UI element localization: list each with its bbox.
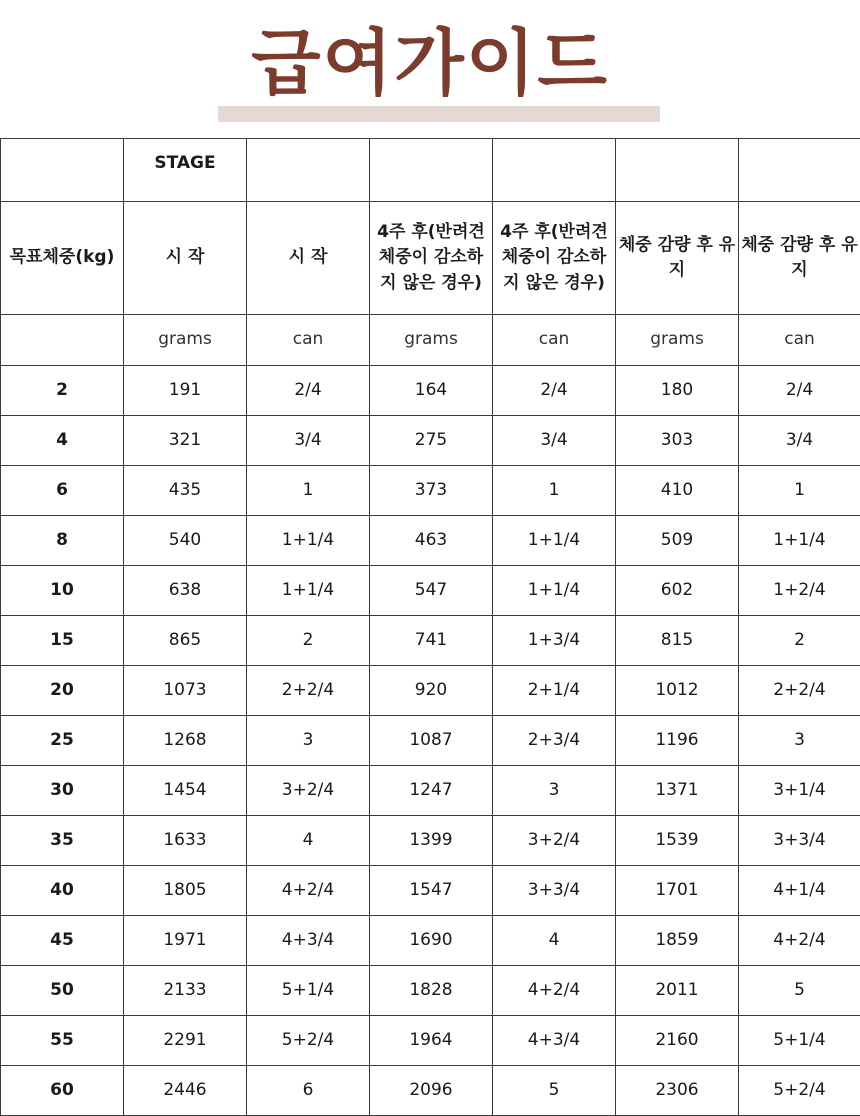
value-cell: 2 xyxy=(247,616,370,666)
unit-row xyxy=(1,315,860,366)
unit-cell xyxy=(1,315,124,366)
weight-cell: 6 xyxy=(1,466,124,516)
value-cell: 1539 xyxy=(616,816,739,866)
table-row xyxy=(1,516,860,566)
value-cell: 321 xyxy=(124,416,247,466)
value-cell: 1073 xyxy=(124,666,247,716)
value-cell: 5+1/4 xyxy=(247,966,370,1016)
value-cell: 2/4 xyxy=(493,366,616,416)
value-cell: 1399 xyxy=(370,816,493,866)
value-cell: 5+2/4 xyxy=(247,1016,370,1066)
value-cell: 1964 xyxy=(370,1016,493,1066)
value-cell: 1+1/4 xyxy=(493,516,616,566)
value-cell: 4 xyxy=(493,916,616,966)
value-cell: 191 xyxy=(124,366,247,416)
value-cell: 164 xyxy=(370,366,493,416)
value-cell: 3+1/4 xyxy=(739,766,860,816)
value-cell: 540 xyxy=(124,516,247,566)
value-cell: 303 xyxy=(616,416,739,466)
header-cell xyxy=(616,139,739,202)
value-cell: 2446 xyxy=(124,1066,247,1116)
value-cell: 865 xyxy=(124,616,247,666)
value-cell: 1701 xyxy=(616,866,739,916)
weight-cell: 20 xyxy=(1,666,124,716)
weight-cell: 25 xyxy=(1,716,124,766)
value-cell: 4+2/4 xyxy=(493,966,616,1016)
value-cell: 2+2/4 xyxy=(739,666,860,716)
value-cell: 1805 xyxy=(124,866,247,916)
value-cell: 741 xyxy=(370,616,493,666)
unit-cell: can xyxy=(493,315,616,366)
table-row xyxy=(1,766,860,816)
value-cell: 435 xyxy=(124,466,247,516)
value-cell: 1633 xyxy=(124,816,247,866)
value-cell: 1454 xyxy=(124,766,247,816)
value-cell: 2/4 xyxy=(739,366,860,416)
value-cell: 1828 xyxy=(370,966,493,1016)
value-cell: 2133 xyxy=(124,966,247,1016)
header-cell xyxy=(370,139,493,202)
value-cell: 2 xyxy=(739,616,860,666)
value-cell: 3/4 xyxy=(493,416,616,466)
value-cell: 3 xyxy=(739,716,860,766)
value-cell: 1196 xyxy=(616,716,739,766)
weight-cell: 8 xyxy=(1,516,124,566)
stage-label: STAGE xyxy=(124,139,247,202)
weight-cell: 40 xyxy=(1,866,124,916)
value-cell: 1 xyxy=(493,466,616,516)
table-row xyxy=(1,466,860,516)
value-cell: 547 xyxy=(370,566,493,616)
value-cell: 815 xyxy=(616,616,739,666)
header-cell xyxy=(739,139,860,202)
value-cell: 6 xyxy=(247,1066,370,1116)
weight-cell: 30 xyxy=(1,766,124,816)
column-header-row xyxy=(1,202,860,315)
value-cell: 463 xyxy=(370,516,493,566)
target-weight-header: 목표체중(kg) xyxy=(1,202,124,315)
value-cell: 1 xyxy=(247,466,370,516)
table-row xyxy=(1,866,860,916)
value-cell: 1+1/4 xyxy=(739,516,860,566)
maintenance-can-header: 체중 감량 후 유지 xyxy=(739,202,860,315)
weight-cell: 10 xyxy=(1,566,124,616)
value-cell: 1+2/4 xyxy=(739,566,860,616)
value-cell: 373 xyxy=(370,466,493,516)
value-cell: 4+3/4 xyxy=(493,1016,616,1066)
start-grams-header: 시 작 xyxy=(124,202,247,315)
header-cell xyxy=(1,139,124,202)
unit-cell: can xyxy=(247,315,370,366)
value-cell: 4+2/4 xyxy=(739,916,860,966)
unit-cell: grams xyxy=(370,315,493,366)
value-cell: 2/4 xyxy=(247,366,370,416)
value-cell: 5+2/4 xyxy=(739,1066,860,1116)
table-row xyxy=(1,1066,860,1116)
value-cell: 3/4 xyxy=(247,416,370,466)
value-cell: 2+3/4 xyxy=(493,716,616,766)
page-title: 급여가이드 xyxy=(0,18,860,108)
value-cell: 638 xyxy=(124,566,247,616)
stage-header-row xyxy=(1,139,860,202)
value-cell: 3+2/4 xyxy=(247,766,370,816)
value-cell: 2+1/4 xyxy=(493,666,616,716)
value-cell: 1+1/4 xyxy=(247,566,370,616)
value-cell: 410 xyxy=(616,466,739,516)
value-cell: 4+2/4 xyxy=(247,866,370,916)
value-cell: 1+1/4 xyxy=(247,516,370,566)
value-cell: 3+3/4 xyxy=(739,816,860,866)
table-row xyxy=(1,716,860,766)
value-cell: 2306 xyxy=(616,1066,739,1116)
header-cell xyxy=(493,139,616,202)
start-can-header: 시 작 xyxy=(247,202,370,315)
weight-cell: 50 xyxy=(1,966,124,1016)
value-cell: 1087 xyxy=(370,716,493,766)
weight-cell: 60 xyxy=(1,1066,124,1116)
value-cell: 2+2/4 xyxy=(247,666,370,716)
table-row xyxy=(1,916,860,966)
table-row xyxy=(1,966,860,1016)
value-cell: 1371 xyxy=(616,766,739,816)
table-row xyxy=(1,616,860,666)
value-cell: 2291 xyxy=(124,1016,247,1066)
value-cell: 1268 xyxy=(124,716,247,766)
value-cell: 3/4 xyxy=(739,416,860,466)
value-cell: 1971 xyxy=(124,916,247,966)
after-4weeks-grams-header: 4주 후(반려견 체중이 감소하지 않은 경우) xyxy=(370,202,493,315)
title-underline xyxy=(218,106,660,122)
unit-cell: can xyxy=(739,315,860,366)
table-row xyxy=(1,1016,860,1066)
table-row xyxy=(1,666,860,716)
unit-cell: grams xyxy=(124,315,247,366)
value-cell: 1247 xyxy=(370,766,493,816)
value-cell: 275 xyxy=(370,416,493,466)
value-cell: 2096 xyxy=(370,1066,493,1116)
value-cell: 5 xyxy=(493,1066,616,1116)
value-cell: 4+3/4 xyxy=(247,916,370,966)
table-row xyxy=(1,816,860,866)
value-cell: 3+3/4 xyxy=(493,866,616,916)
value-cell: 5 xyxy=(739,966,860,1016)
value-cell: 920 xyxy=(370,666,493,716)
unit-cell: grams xyxy=(616,315,739,366)
value-cell: 4+1/4 xyxy=(739,866,860,916)
header-cell xyxy=(247,139,370,202)
weight-cell: 4 xyxy=(1,416,124,466)
value-cell: 3+2/4 xyxy=(493,816,616,866)
maintenance-grams-header: 체중 감량 후 유지 xyxy=(616,202,739,315)
value-cell: 1+3/4 xyxy=(493,616,616,666)
value-cell: 1859 xyxy=(616,916,739,966)
value-cell: 1690 xyxy=(370,916,493,966)
weight-cell: 45 xyxy=(1,916,124,966)
value-cell: 1 xyxy=(739,466,860,516)
table-row xyxy=(1,366,860,416)
table-row xyxy=(1,416,860,466)
value-cell: 3 xyxy=(493,766,616,816)
value-cell: 180 xyxy=(616,366,739,416)
value-cell: 509 xyxy=(616,516,739,566)
value-cell: 3 xyxy=(247,716,370,766)
feeding-guide-table xyxy=(0,138,860,1116)
weight-cell: 2 xyxy=(1,366,124,416)
weight-cell: 55 xyxy=(1,1016,124,1066)
value-cell: 4 xyxy=(247,816,370,866)
table-row xyxy=(1,566,860,616)
value-cell: 1+1/4 xyxy=(493,566,616,616)
after-4weeks-can-header: 4주 후(반려견 체중이 감소하지 않은 경우) xyxy=(493,202,616,315)
weight-cell: 35 xyxy=(1,816,124,866)
value-cell: 602 xyxy=(616,566,739,616)
weight-cell: 15 xyxy=(1,616,124,666)
value-cell: 2160 xyxy=(616,1016,739,1066)
value-cell: 1012 xyxy=(616,666,739,716)
value-cell: 2011 xyxy=(616,966,739,1016)
value-cell: 1547 xyxy=(370,866,493,916)
value-cell: 5+1/4 xyxy=(739,1016,860,1066)
